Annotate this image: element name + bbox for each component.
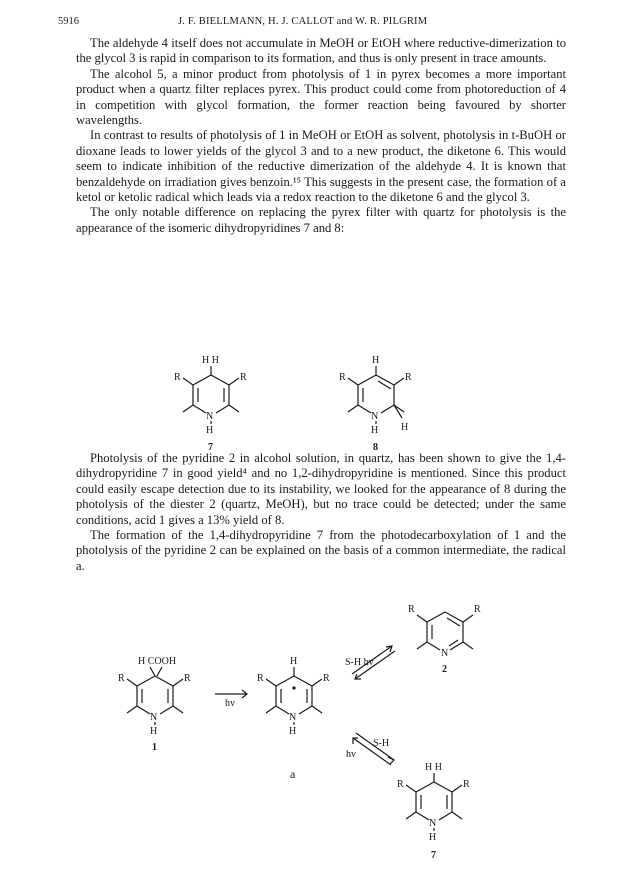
n-label: N — [441, 648, 449, 659]
reaction-arrow — [215, 690, 247, 709]
r-label: R — [323, 673, 330, 684]
h-label: H — [150, 726, 158, 737]
shhv-label: S-H hv — [345, 657, 374, 668]
r-label: R — [118, 673, 125, 684]
h-label: H H — [202, 355, 219, 366]
structure-8 — [339, 355, 412, 453]
n-label: N — [289, 712, 297, 723]
hv-label: hv — [225, 698, 235, 709]
paragraph: The aldehyde 4 itself does not accumulate in MeOH or EtOH where reductive-dimerization to the glycol 3 is rapid in comparison to its formation, and thus is only present in trace amounts. — [76, 36, 566, 66]
r-label: R — [397, 779, 404, 790]
h-label: H — [429, 832, 437, 843]
compound-number: 8 — [373, 442, 378, 453]
h-label: H — [401, 422, 409, 433]
substituent-label: H COOH — [138, 656, 177, 667]
paragraph: In contrast to results of photolysis of 1 in MeOH or EtOH as solvent, photolysis in t-BuOH or dioxane leads to lower yields of the glycol 3 and to a new product, the diketone 6. This would seem to indicate inhibition of the reductive dimerization of the aldehyde 4. It is known that benzaldehyde on irradiation gives benzoin.¹⁵ This suggests in the present case, the formation of a ketol or ketolic radical which leads via a redox reaction to the diketone 6 and the glycol 3. — [76, 128, 566, 205]
h-label: H — [290, 656, 298, 667]
n-label: N — [429, 818, 437, 829]
h-label: H — [206, 425, 214, 436]
r-label: R — [474, 604, 481, 615]
r-label: R — [405, 372, 412, 383]
body-text-bottom — [76, 451, 566, 574]
r-label: R — [174, 372, 181, 383]
structure-1 — [118, 656, 191, 753]
structure-radical-a — [257, 656, 330, 781]
compound-number: 7 — [208, 442, 213, 453]
n-label: N — [150, 712, 158, 723]
structure-7 — [397, 762, 470, 861]
sh-label: S-H — [373, 738, 390, 749]
h-label: H — [289, 726, 297, 737]
h-label: H — [371, 425, 379, 436]
paragraph: The alcohol 5, a minor product from photolysis of 1 in pyrex becomes a more important product when a quartz filter replaces pyrex. This product could come from photoreduction of 4 in competition with glycol formation, the former reaction being favoured by shorter wavelengths. — [76, 66, 566, 128]
paragraph: The only notable difference on replacing the pyrex filter with quartz for photolysis is the appearance of the isomeric dihydropyridines 7 and 8: — [76, 205, 566, 235]
h-label: H — [372, 355, 380, 366]
compound-label: a — [290, 767, 296, 781]
equilibrium-arrow-lower — [346, 733, 394, 765]
r-label: R — [257, 673, 264, 684]
r-label: R — [240, 372, 247, 383]
paragraph: The formation of the 1,4-dihydropyridine 7 from the photodecarboxylation of 1 and the photolysis of the pyridine 2 can be explained on the basis of a common intermediate, the radical a. — [76, 528, 566, 573]
page-number: 5916 — [58, 16, 79, 27]
compound-number: 1 — [152, 742, 157, 753]
structure-7 — [174, 355, 247, 453]
r-label: R — [408, 604, 415, 615]
running-authors: J. F. BIELLMANN, H. J. CALLOT and W. R. PILGRIM — [178, 16, 428, 27]
r-label: R — [184, 673, 191, 684]
r-label: R — [463, 779, 470, 790]
n-label: N — [206, 411, 214, 422]
hv-label: hv — [346, 749, 356, 760]
equilibrium-arrow-upper — [345, 646, 395, 679]
compound-number: 7 — [431, 850, 436, 861]
h-label: H H — [425, 762, 442, 773]
paragraph: Photolysis of the pyridine 2 in alcohol solution, in quartz, has been shown to give the 1,4-dihydropyridine 7 in good yield⁴ and no 1,2-dihydropyridine is mentioned. Since this product could easily escape detection due to its instability, we looked for the appearance of 8 during the photolysis of the diester 2 (quartz, MeOH), but no trace could be detected; under the same conditions, acid 1 gives a 13% yield of 8. — [76, 451, 566, 527]
r-label: R — [339, 372, 346, 383]
radical-dot — [292, 686, 295, 689]
page-header — [58, 16, 578, 34]
body-text-top — [76, 36, 566, 236]
structure-2 — [408, 604, 481, 675]
n-label: N — [371, 411, 379, 422]
compound-number: 2 — [442, 664, 447, 675]
